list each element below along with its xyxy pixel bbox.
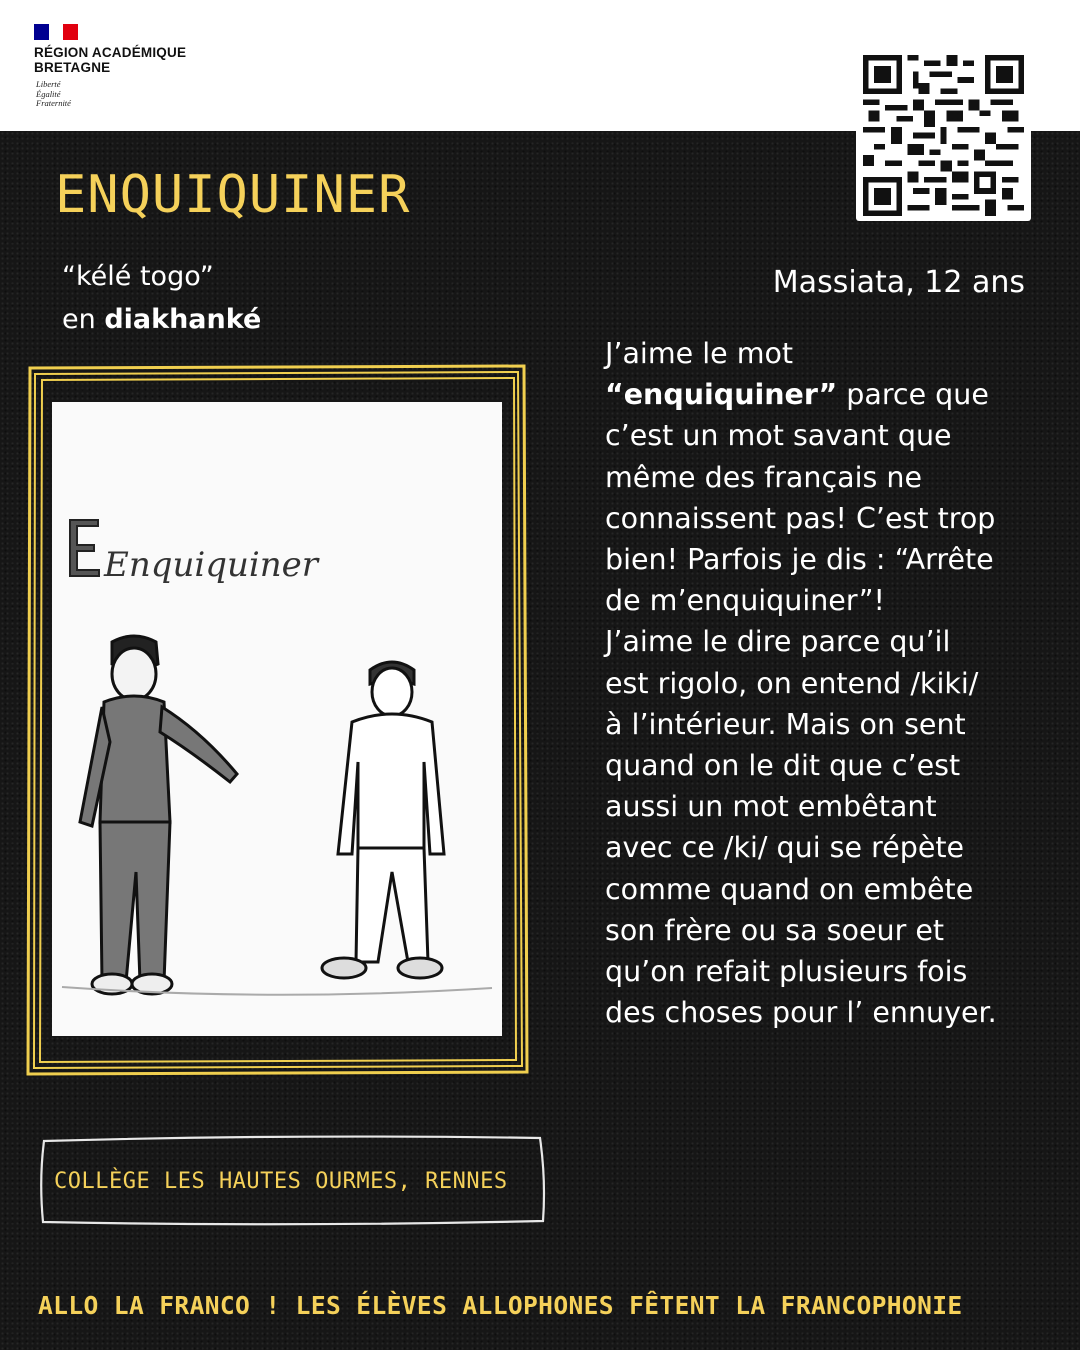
testimony-intro: J’aime le mot <box>605 337 794 370</box>
flag-white <box>49 24 64 40</box>
motto-line: Liberté <box>36 79 61 89</box>
translation-language-line <box>62 298 261 341</box>
footer-banner: ALLO LA FRANCO ! LES ÉLÈVES ALLOPHONES FÊTENT LA FRANCOPHONIE <box>38 1291 963 1320</box>
flag-blue <box>34 24 49 40</box>
motto-line: Fraternité <box>36 98 71 108</box>
word-translation <box>62 255 261 341</box>
translated-word: “kélé togo” <box>62 261 214 292</box>
republic-motto <box>36 80 116 109</box>
qr-code[interactable] <box>856 50 1031 221</box>
school-box <box>40 1135 545 1225</box>
language-prefix: en <box>62 304 96 335</box>
organization-name: RÉGION ACADÉMIQUE BRETAGNE <box>34 45 187 75</box>
drawing-caption: Enquiquiner <box>104 545 319 585</box>
author-name: Massiata, 12 ans <box>772 265 1025 300</box>
qr-code-icon <box>863 55 1024 216</box>
french-flag-logo <box>34 24 78 40</box>
testimony-rest: parce que c’est un mot savant que même des français ne connaissent pas! C’est trop bien! Parfois je dis : “Arrête de m’enquiquiner”! J’aime le dire parce qu’il est rigolo, on entend /kiki/ à l’intérieur. Mais on sent quand on le dit que c’est aussi un mot embêtant avec ce /ki/ qui se répète comme quand on embête son frère ou sa soeur et qu’on refait plusieurs fois des choses pour l’ ennuyer. <box>605 378 997 1030</box>
school-name: COLLÈGE LES HAUTES OURMES, RENNES <box>54 1169 508 1194</box>
testimony-text <box>605 333 1060 1033</box>
testimony-highlight: “enquiquiner” <box>605 378 838 412</box>
language-name: diakhanké <box>104 304 262 335</box>
motto-line: Égalité <box>36 88 61 99</box>
drawing-illustration <box>52 402 502 1036</box>
student-drawing <box>52 402 502 1036</box>
page-title: ENQUIQUINER <box>55 165 411 225</box>
flag-red <box>63 24 78 40</box>
